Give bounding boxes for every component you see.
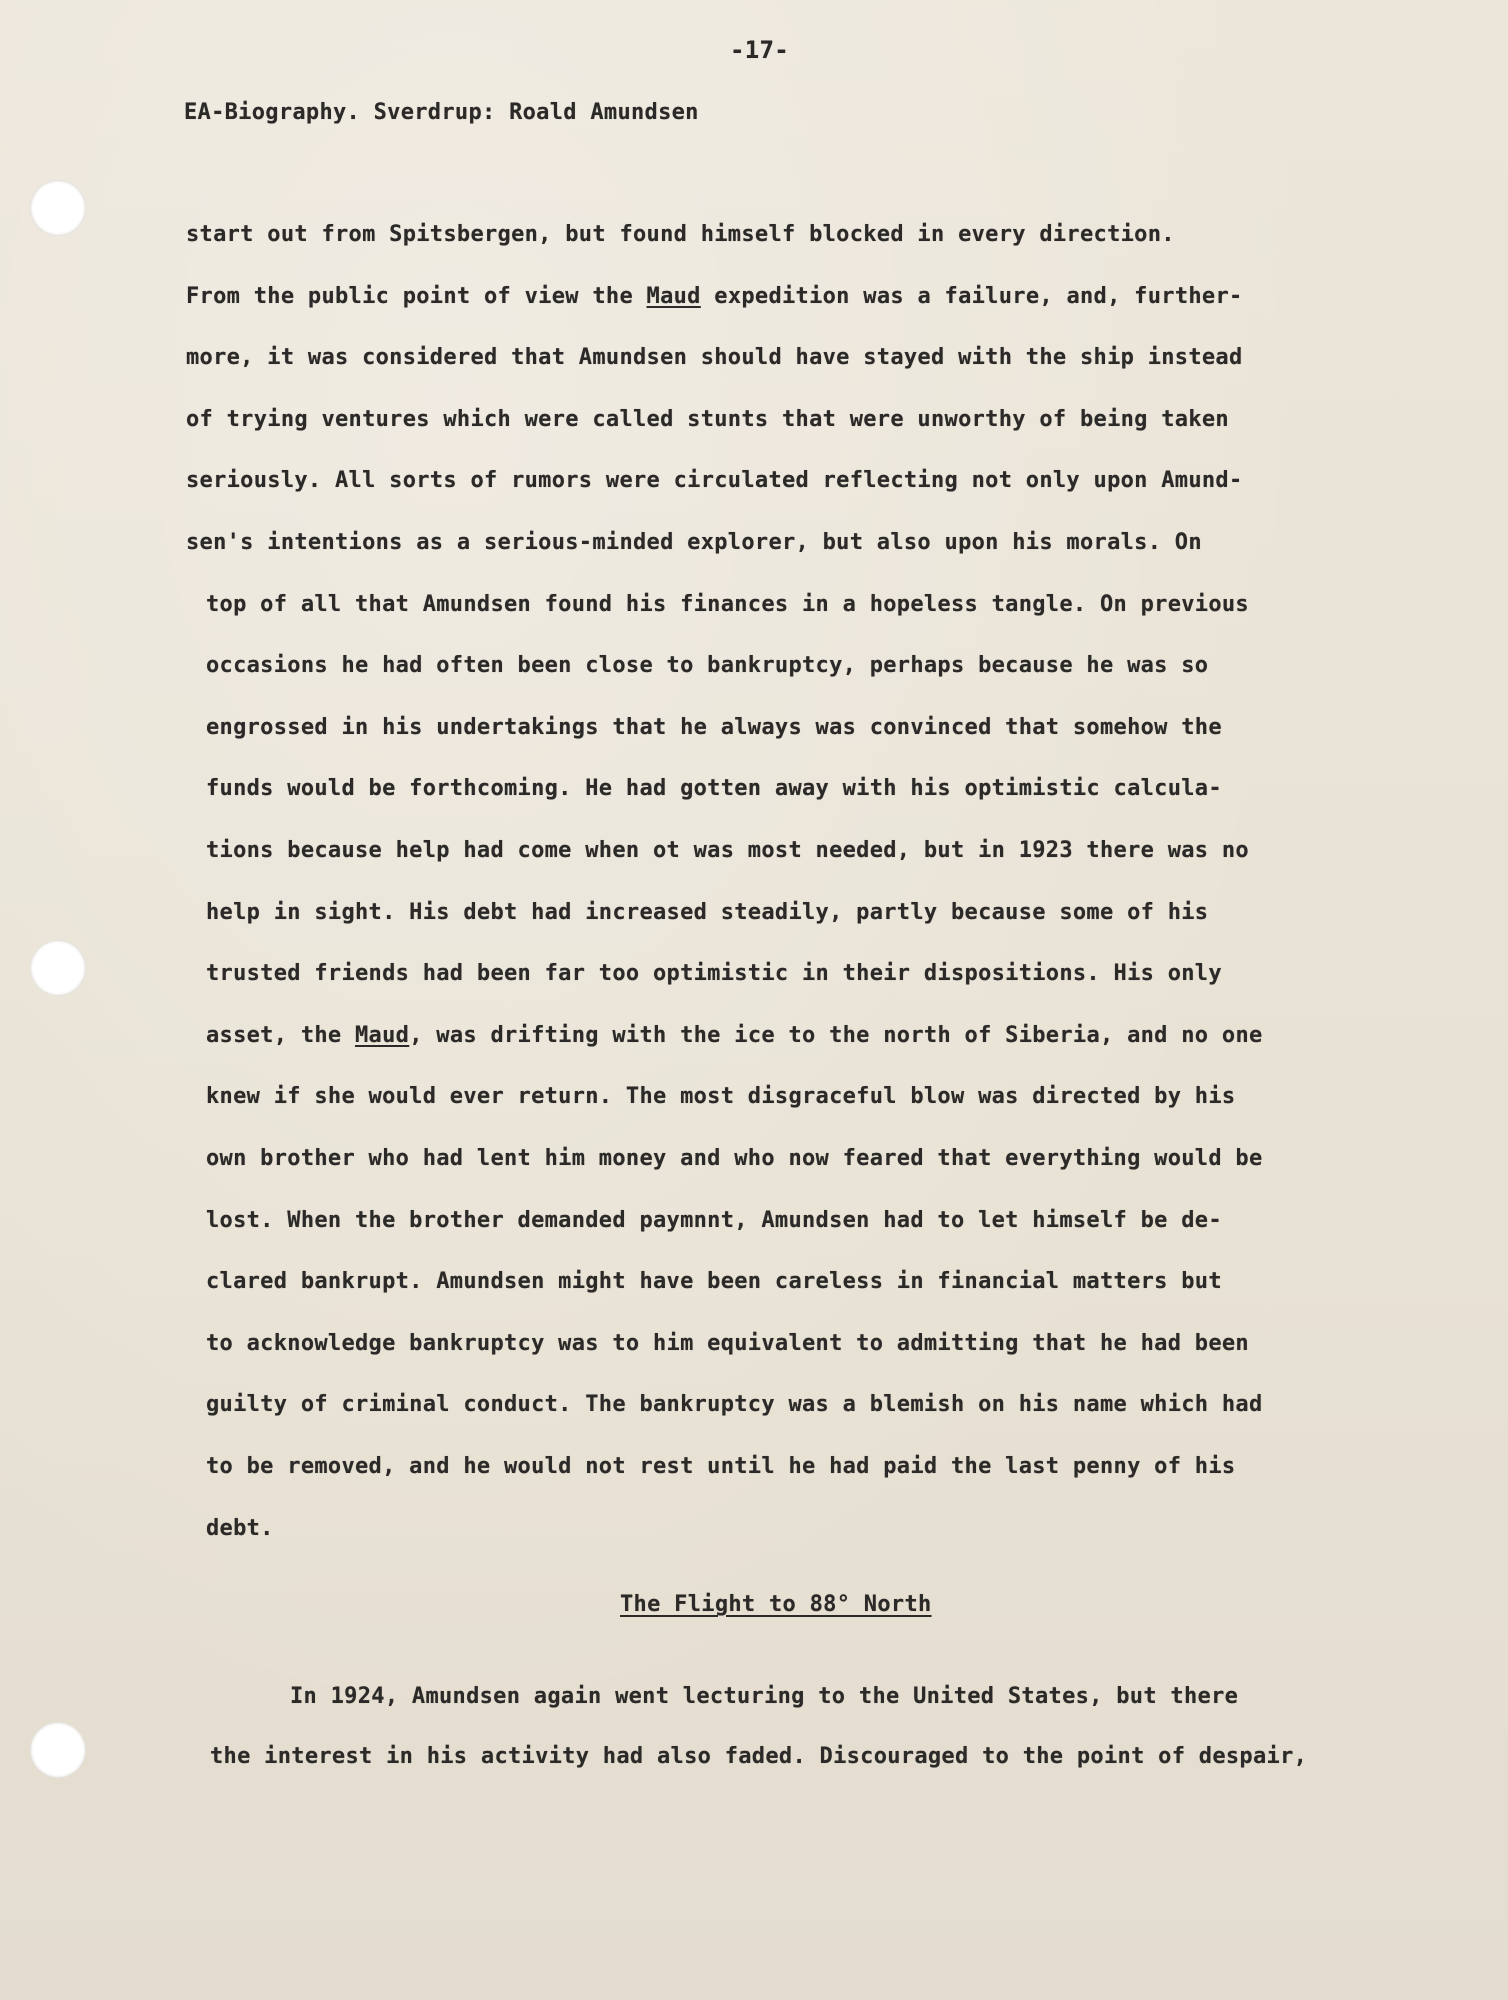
text-line (206, 1454, 1235, 1479)
text-segment: clared bankrupt. Amundsen might have been careless in financial matters but (206, 1269, 1222, 1294)
text-line (206, 715, 1222, 740)
text-line (206, 1269, 1222, 1294)
text-line (186, 345, 1243, 370)
text-line (186, 407, 1229, 432)
ship-name-underlined: Maud (646, 284, 701, 309)
text-line (210, 1744, 1307, 1769)
text-line (206, 900, 1208, 925)
text-line (206, 1023, 1263, 1048)
text-segment: In 1924, Amundsen again went lecturing to the United States, but there (290, 1684, 1239, 1709)
ship-name-underlined: Maud (355, 1023, 410, 1048)
text-segment: tions because help had come when ot was most needed, but in 1923 there was no (206, 838, 1249, 863)
text-line (290, 1684, 1238, 1709)
punch-hole-top (30, 180, 86, 236)
text-segment: trusted friends had been far too optimistic in their dispositions. His only (206, 961, 1222, 986)
text-segment: From the public point of view the (186, 284, 647, 309)
text-line (206, 1516, 274, 1541)
text-line (206, 838, 1249, 863)
text-segment: engrossed in his undertakings that he always was convinced that somehow the (206, 715, 1222, 740)
text-segment: start out from Spitsbergen, but found himself blocked in every direction. (186, 222, 1175, 247)
text-segment: of trying ventures which were called stunts that were unworthy of being taken (186, 407, 1229, 432)
text-segment: debt. (206, 1516, 274, 1541)
text-line (206, 776, 1222, 801)
text-segment: to acknowledge bankruptcy was to him equivalent to admitting that he had been (206, 1331, 1249, 1356)
text-line (206, 592, 1249, 617)
text-line (186, 222, 1175, 247)
text-line (206, 1392, 1263, 1417)
text-line (206, 1084, 1235, 1109)
text-segment: funds would be forthcoming. He had gotten away with his optimistic calcula- (206, 776, 1222, 801)
punch-hole-bottom (30, 1722, 86, 1778)
text-line (206, 653, 1208, 678)
section-heading: The Flight to 88° North (620, 1592, 932, 1617)
text-line (206, 1208, 1222, 1233)
text-line (186, 468, 1243, 493)
text-segment: own brother who had lent him money and who now feared that everything would be (206, 1146, 1263, 1171)
text-segment: , was drifting with the ice to the north of Siberia, and no one (409, 1023, 1263, 1048)
text-line (206, 1146, 1263, 1171)
punch-hole-middle (30, 940, 86, 996)
page-number: -17- (730, 36, 789, 64)
text-segment: more, it was considered that Amundsen should have stayed with the ship instead (186, 345, 1243, 370)
text-line (206, 961, 1222, 986)
text-segment: sen's intentions as a serious-minded explorer, but also upon his morals. On (186, 530, 1202, 555)
text-segment: help in sight. His debt had increased steadily, partly because some of his (206, 900, 1209, 925)
text-line (206, 1331, 1249, 1356)
text-segment: knew if she would ever return. The most disgraceful blow was directed by his (206, 1084, 1236, 1109)
text-line (186, 530, 1202, 555)
text-segment: top of all that Amundsen found his finances in a hopeless tangle. On previous (206, 592, 1249, 617)
text-segment: occasions he had often been close to bankruptcy, perhaps because he was so (206, 653, 1209, 678)
text-segment: asset, the (206, 1023, 355, 1048)
text-segment: guilty of criminal conduct. The bankruptcy was a blemish on his name which had (206, 1392, 1263, 1417)
running-header: EA-Biography. Sverdrup: Roald Amundsen (184, 100, 699, 125)
text-segment: expedition was a failure, and, further- (700, 284, 1243, 309)
text-segment: to be removed, and he would not rest until he had paid the last penny of his (206, 1454, 1236, 1479)
text-segment: the interest in his activity had also faded. Discouraged to the point of despair, (210, 1744, 1308, 1769)
text-segment: lost. When the brother demanded paymnnt, Amundsen had to let himself be de- (206, 1208, 1222, 1233)
text-segment: seriously. All sorts of rumors were circulated reflecting not only upon Amund- (186, 468, 1243, 493)
text-line (186, 284, 1243, 309)
